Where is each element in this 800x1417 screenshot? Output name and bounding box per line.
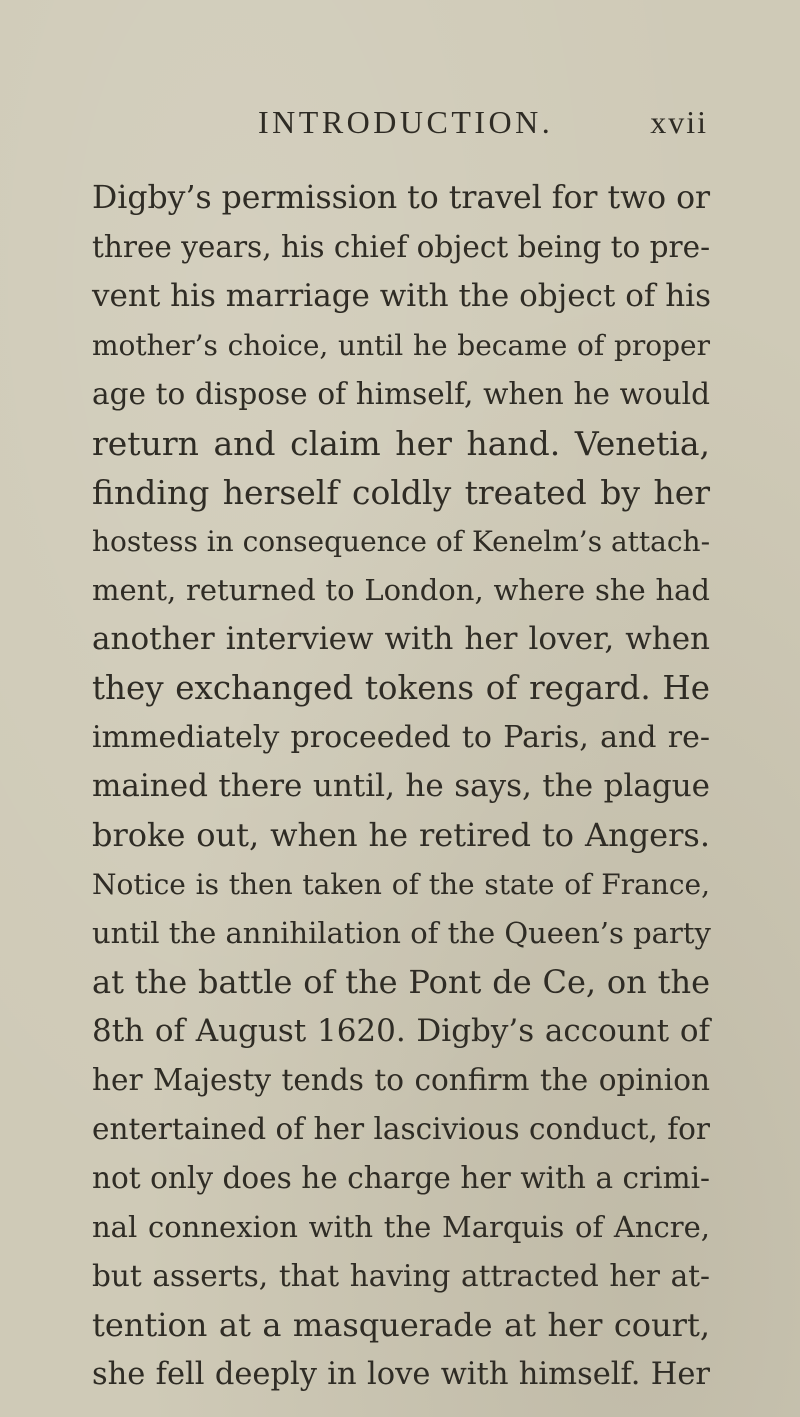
text-line: three years, his chief object being to pre- [92, 230, 711, 264]
running-head-title: INTRODUCTION. [258, 104, 554, 140]
text-line: but asserts, that having attracted her at- [92, 1259, 710, 1293]
text-line: mother’s choice, until he became of proper [92, 329, 710, 362]
text-line: tention at a masquerade at her court, [92, 1306, 710, 1344]
text-line: nal connexion with the Marquis of Ancre, [92, 1210, 710, 1244]
text-line: they exchanged tokens of regard. He [92, 669, 710, 707]
text-line: ment, returned to London, where she had [92, 573, 710, 607]
text-line: another interview with her lover, when [92, 621, 710, 657]
text-line: broke out, when he retired to Angers. [92, 816, 710, 854]
body-text [92, 174, 710, 1399]
text-line: hostess in consequence of Kenelm’s attach- [92, 525, 711, 558]
text-line: finding herself coldly treated by her [92, 473, 710, 512]
text-line: Notice is then taken of the state of France, [92, 868, 710, 901]
text-line: entertained of her lascivious conduct, for [92, 1112, 711, 1146]
text-line: not only does he charge her with a crimi- [92, 1161, 710, 1195]
text-line: vent his marriage with the object of his [92, 278, 712, 314]
text-line: mained there until, he says, the plague [92, 768, 710, 804]
text-line: 8th of August 1620. Digby’s account of [92, 1013, 710, 1049]
text-line: Digby’s permission to travel for two or [92, 180, 711, 216]
text-line: return and claim her hand. Venetia, [92, 424, 710, 463]
text-line: age to dispose of himself, when he would [92, 377, 710, 411]
text-line: her Majesty tends to confirm the opinion [92, 1063, 710, 1097]
text-line: at the battle of the Pont de Ce, on the [92, 963, 710, 1001]
text-line: until the annihilation of the Queen’s party [92, 916, 711, 950]
running-head [0, 104, 800, 144]
text-line: immediately proceeded to Paris, and re- [92, 720, 710, 755]
page-number: xvii [650, 104, 708, 140]
text-line: she fell deeply in love with himself. Her [92, 1357, 710, 1392]
